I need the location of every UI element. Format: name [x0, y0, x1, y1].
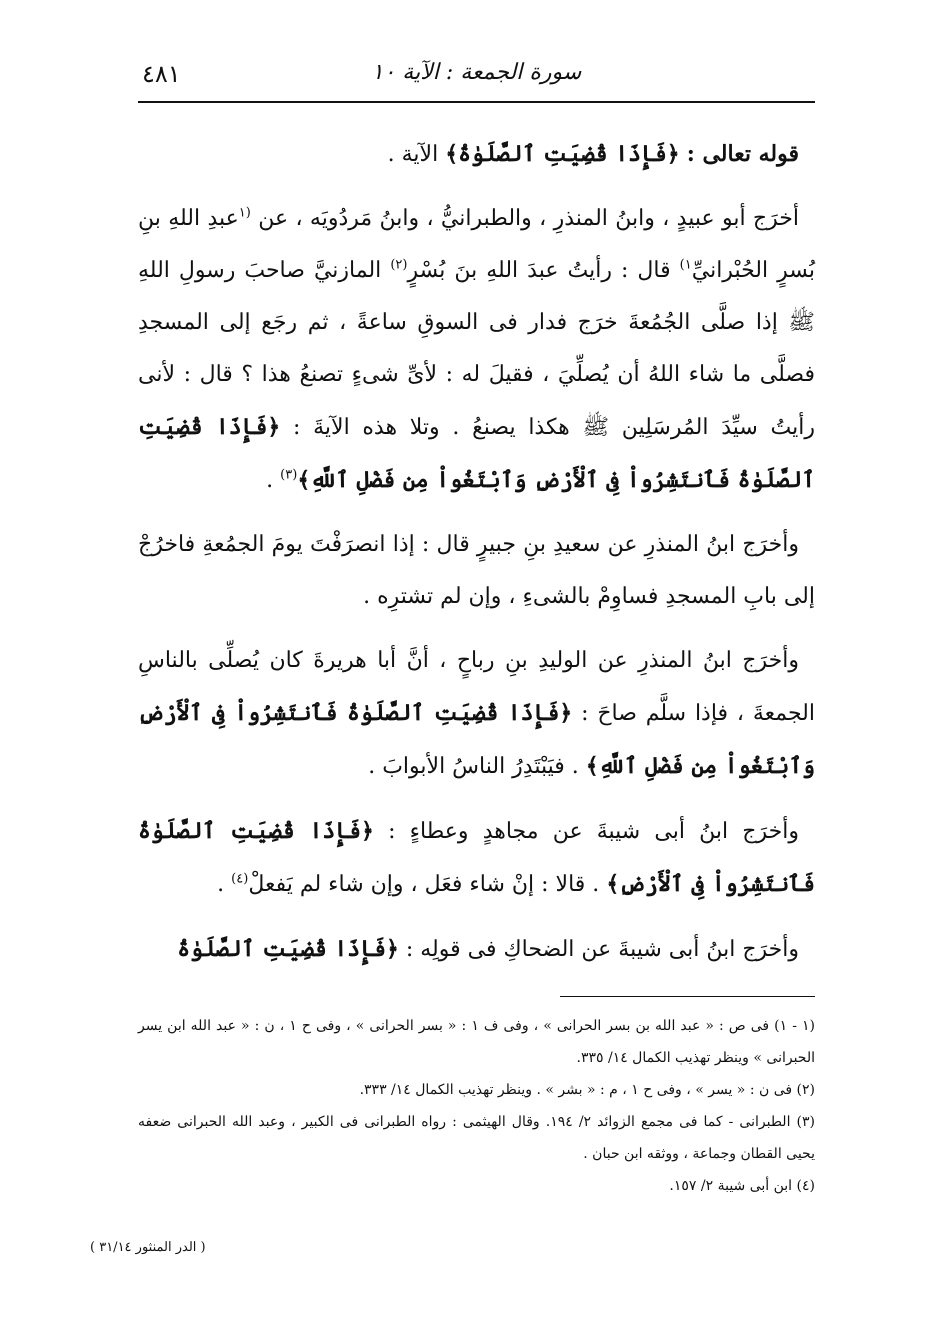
- running-title: سورة الجمعة : الآية ١٠: [371, 60, 582, 85]
- paragraph-text: .: [266, 468, 274, 493]
- lead-phrase: قوله تعالى :: [686, 141, 799, 167]
- paragraph-text: . قالا : إنْ شاء فعَل ، وإن شاء لم يَفعلْ: [248, 872, 600, 897]
- footnote-ref: (١: [238, 205, 251, 221]
- paragraph-text: أخرَج أبو عبيدٍ ، وابنُ المنذرِ ، والطبرانيُّ ، وابنُ مَردُويَه ، عن: [258, 206, 799, 231]
- paragraph-narration: وأخرَج ابنُ المنذرِ عن سعيدِ بنِ جبيرٍ قال : إذا انصرَفْتَ يومَ الجمُعةِ فاخرُجْ إلى بابِ المسجدِ فساوِمْ بالشىءِ ، وإن لم تشترِه .: [138, 532, 815, 609]
- paragraph-narration: [138, 635, 815, 793]
- footnotes: [138, 1010, 815, 1202]
- paragraph-text: وأخرَج ابنُ المنذرِ عن الوليدِ بنِ رباحٍ ، أنَّ أبا هريرةَ كان يُصلِّى بالناسِ الجمعةَ ، فإذا سلَّم صاحَ :: [138, 648, 815, 726]
- paragraph-heading: [138, 128, 815, 181]
- footnote: (٣) الطبرانى - كما فى مجمع الزوائد ٢/ ١٩٤. وقال الهيثمى : رواه الطبرانى فى الكبير ، وعبد الله الحبرانى ضعفه يحيى القطان وجماعة ، ووثقه ابن حبان .: [138, 1114, 815, 1162]
- quran-verse: ﴿فَإِذَا قُضِيَتِ ٱلصَّلَوٰةُ: [177, 936, 399, 962]
- quran-verse: ﴿فَإِذَا قُضِيَتِ ٱلصَّلَوٰةُ فَٱنتَشِرُواْ فِى ٱلْأَرْضِ وَٱبْتَغُواْ مِن فَضْلِ ٱللَّهِ﴾: [138, 700, 815, 779]
- source-note: ( الدر المنثور ٣١/١٤ ): [90, 1240, 206, 1255]
- paragraph-text: . فيَبْتَدِرُ الناسُ الأبوابَ .: [368, 754, 579, 779]
- footnote-ref: (٤): [231, 871, 249, 887]
- page-header: [138, 56, 815, 96]
- paragraph-narration: [138, 923, 815, 976]
- header-rule: [138, 101, 815, 103]
- paragraph-text: .: [217, 872, 225, 897]
- quran-verse: ﴿فَإِذَا قُضِيَتِ ٱلصَّلَوٰةُ فَٱنتَشِرُواْ فِى ٱلْأَرْضِ﴾: [138, 818, 815, 897]
- paragraph-narration: [138, 805, 815, 911]
- paragraph-text: المازنيَّ صاحبَ رسولِ اللهِ ﷺ إذا صلَّى الجُمُعةَ خرَج فدار فى السوقِ ساعةً ، ثم رجَع إلى المسجدِ فصلَّى ما شاء اللهُ أن يُصلِّيَ ، فقيلَ له : لأىِّ شىءٍ تصنعُ هذا ؟ قال : لأنى رأيتُ سيِّدَ المُرسَلِين ﷺ هكذا يصنعُ . وتلا هذه الآيةَ :: [138, 258, 815, 440]
- paragraph-text: وأخرَج ابنُ أبى شيبةَ عن مجاهدٍ وعطاءٍ :: [388, 819, 799, 844]
- footnote: (١ - ١) فى ص : « عبد الله بن بسر الحرانى » ، وفى ف ١ : « بسر الحرانى » ، وفى ح ١ ، ن : « عبد الله ابن يسر الحبرانى » وينظر تهذيب الكمال ١٤/ ٣٣٥.: [138, 1018, 815, 1066]
- paragraph-text: عبدِ اللهِ بنِ بُسرٍ الحُبْرانيِّ: [138, 206, 816, 283]
- main-text: [138, 128, 815, 988]
- footnote-ref: ١): [679, 257, 692, 273]
- paragraph-text: قال : رأيتُ عبدَ اللهِ بنَ بُسْرٍ: [407, 258, 671, 283]
- footnote: (٢) فى ن : « يسر » ، وفى ح ١ ، م : « بشر » . وينظر تهذيب الكمال ١٤/ ٣٣٣.: [359, 1082, 815, 1098]
- paragraph-narration: [138, 193, 815, 507]
- paragraph-text: وأخرَج ابنُ أبى شيبةَ عن الضحاكِ فى قولِه :: [405, 937, 799, 962]
- footnote-ref: (٣): [280, 467, 298, 483]
- quran-verse: ﴿فَإِذَا قُضِيَتِ ٱلصَّلَوٰةُ﴾: [445, 141, 680, 167]
- quran-verse: ﴿فَإِذَا قُضِيَتِ ٱلصَّلَوٰةُ فَٱنتَشِرُواْ فِى ٱلْأَرْضِ وَٱبْتَغُواْ مِن فَضْلِ ٱللَّهِ﴾: [138, 414, 815, 493]
- page-number: ٤٨١: [142, 60, 181, 88]
- footnote-ref: (٢): [390, 257, 408, 273]
- footnote-rule: [560, 996, 815, 997]
- paragraph-text: الآية .: [387, 142, 439, 167]
- footnote: (٤) ابن أبى شيبة ٢/ ١٥٧.: [669, 1178, 815, 1194]
